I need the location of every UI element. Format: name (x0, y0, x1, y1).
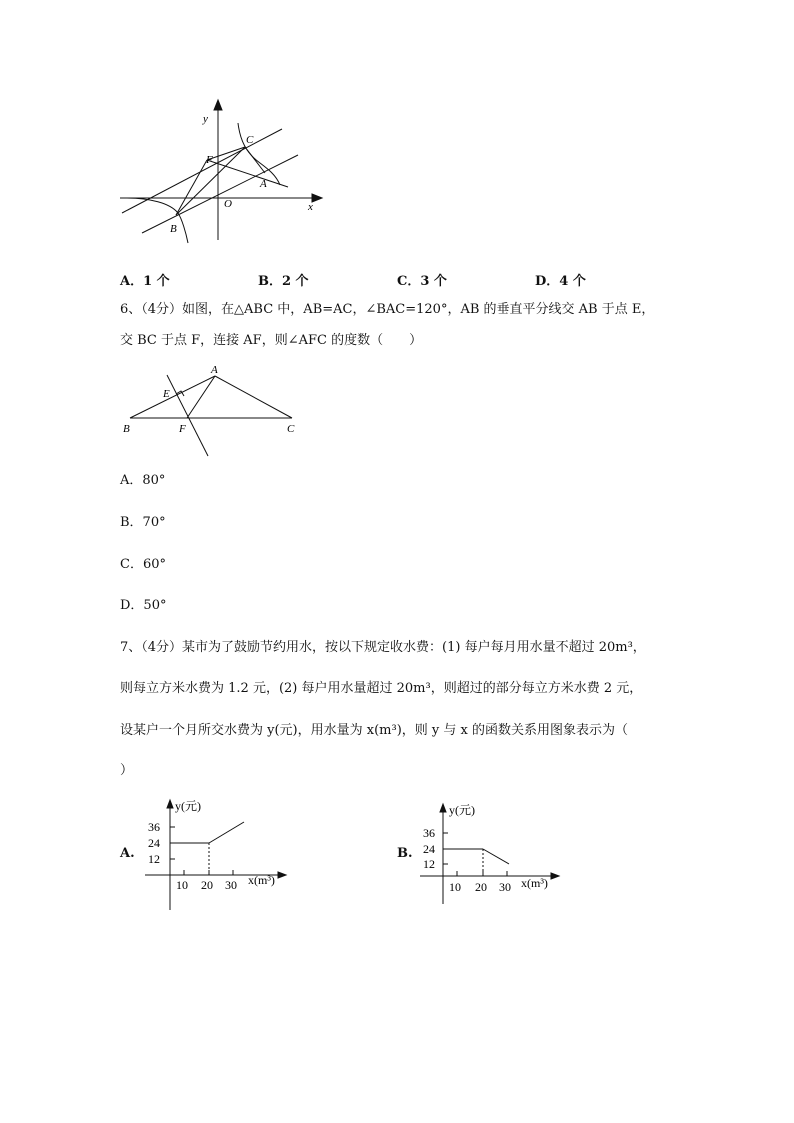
q7a-rising-segment (209, 822, 244, 843)
q6-label-a: A (211, 364, 218, 376)
q5-line-upper (122, 129, 282, 213)
q7-graph-b[interactable] (415, 798, 575, 908)
q7a-xlabel: x(m³) (248, 873, 275, 887)
q5-label-a: A (260, 178, 267, 190)
q5-hyperbola-left (125, 198, 188, 243)
q6-seg-ac (215, 376, 292, 418)
q5-x-arrow (312, 194, 322, 202)
q7-graph-a[interactable] (140, 792, 300, 914)
q5-seg-ca (245, 147, 265, 173)
q6-seg-af (187, 376, 215, 418)
q6-label-b: B (123, 423, 130, 435)
q7b-xtick-10: 10 (449, 880, 461, 894)
q6-figure (115, 360, 310, 460)
q6-label-c: C (287, 423, 295, 435)
q6-stem-line2: 交 BC 于点 F，连接 AF，则∠AFC 的度数（ ） (120, 333, 423, 348)
q7b-x-arrow (551, 873, 559, 879)
q7a-y-arrow (167, 800, 173, 808)
q7a-ylabel: y(元) (175, 799, 201, 813)
q5-line-lower (142, 155, 298, 233)
q5-seg-fb (176, 160, 207, 215)
q7a-ytick-36: 36 (148, 820, 160, 834)
q5-label-x: x (308, 201, 313, 213)
q7a-xtick-10: 10 (176, 878, 188, 892)
q7b-xtick-30: 30 (499, 880, 511, 894)
q5-y-arrow (214, 100, 222, 110)
q7-stem-line2: 则每立方米水费为 1.2 元，(2) 每户用水量超过 20m³，则超过的部分每立方米水费 2 元， (120, 681, 643, 696)
q7b-xtick-20: 20 (475, 880, 487, 894)
q7-option-a-label[interactable]: A. (120, 846, 135, 861)
q6-label-e: E (163, 388, 170, 400)
q7b-xlabel: x(m³) (521, 876, 548, 890)
q6-option-b[interactable]: B．70° (120, 515, 166, 530)
q5-graph (110, 95, 340, 245)
q5-option-a[interactable]: A．1 个 (120, 274, 170, 289)
q7a-xtick-30: 30 (225, 878, 237, 892)
q5-seg-fa (207, 160, 288, 187)
q6-option-c[interactable]: C．60° (120, 557, 166, 572)
q7-option-b-label[interactable]: B. (397, 846, 413, 861)
q5-label-y: y (203, 113, 208, 125)
q6-perp-bisector (167, 375, 208, 456)
q7b-ytick-24: 24 (423, 842, 435, 856)
q7a-ytick-12: 12 (148, 852, 160, 866)
q5-option-b[interactable]: B．2 个 (258, 274, 309, 289)
q7b-ytick-36: 36 (423, 826, 435, 840)
q7a-ytick-24: 24 (148, 836, 160, 850)
q7-stem-line1: 7、（4分）某市为了鼓励节约用水，按以下规定收水费：(1) 每户每月用水量不超过 20m³， (120, 640, 646, 655)
q7-stem-line4: ） (120, 763, 134, 778)
q5-option-d[interactable]: D．4 个 (535, 274, 586, 289)
q5-label-f: F (206, 154, 213, 166)
q7a-xtick-20: 20 (201, 878, 213, 892)
q6-option-a[interactable]: A．80° (120, 473, 166, 488)
q6-option-d[interactable]: D．50° (120, 598, 167, 613)
q5-option-c[interactable]: C．3 个 (397, 274, 447, 289)
q7b-falling-segment (483, 849, 509, 864)
q6-seg-ab (130, 376, 215, 418)
q7b-ylabel: y(元) (449, 803, 475, 817)
q7b-y-arrow (440, 804, 446, 812)
q5-label-b: B (170, 223, 177, 235)
q7b-ytick-12: 12 (423, 857, 435, 871)
q7-stem-line3: 设某户一个月所交水费为 y(元)，用水量为 x(m³)，则 y 与 x 的函数关系用图象表示为（ (120, 723, 628, 738)
q5-label-o: O (224, 198, 232, 210)
q7a-x-arrow (278, 872, 286, 878)
q5-hyperbola-right (238, 123, 280, 185)
q6-label-f: F (179, 423, 186, 435)
q6-stem-line1: 6、（4分）如图，在△ABC 中，AB=AC，∠BAC=120°，AB 的垂直平分线交 AB 于点 E， (120, 302, 655, 317)
q5-label-c: C (246, 134, 254, 146)
